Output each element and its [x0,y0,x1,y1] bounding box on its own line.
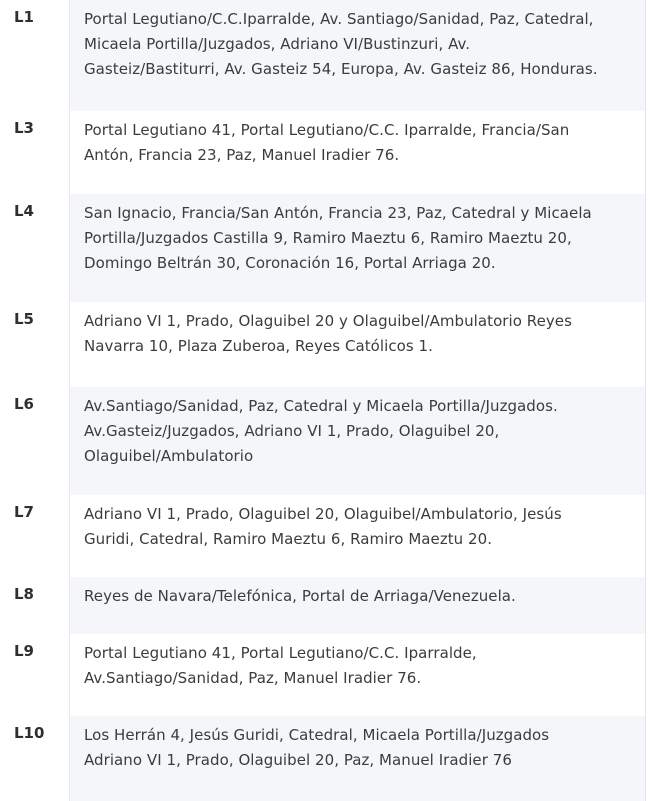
stops-text-line: Reyes de Navara/Telefónica, Portal de Arriaga/Venezuela. [84,587,516,605]
table-row [0,111,645,194]
stops-text-line: Portal Legutiano 41, Portal Legutiano/C.C. Iparralde, Francia/San [84,121,570,139]
table-row [0,0,645,111]
line-code: L7 [0,495,70,577]
line-code: L1 [0,0,70,111]
stops-text-line: Av.Santiago/Sanidad, Paz, Catedral y Micaela Portilla/Juzgados. [84,397,558,415]
line-stops [70,495,645,577]
stops-text-line: Gasteiz/Bastiturri, Av. Gasteiz 54, Europa, Av. Gasteiz 86, Honduras. [84,60,598,78]
stops-text-line: Antón, Francia 23, Paz, Manuel Iradier 76. [84,146,400,164]
stops-text-line: Portal Legutiano/C.C.Iparralde, Av. Santiago/Sanidad, Paz, Catedral, [84,10,594,28]
line-stops [70,387,645,495]
table-row [0,634,645,716]
line-code: L6 [0,387,70,495]
stops-text-line: Portilla/Juzgados Castilla 9, Ramiro Maeztu 6, Ramiro Maeztu 20, [84,229,572,247]
line-code: L4 [0,194,70,302]
line-code: L10 [0,716,70,801]
table-row [0,577,645,634]
stops-text-line: Navarra 10, Plaza Zuberoa, Reyes Católicos 1. [84,337,433,355]
line-stops [70,0,645,111]
stops-text-line: Guridi, Catedral, Ramiro Maeztu 6, Ramiro Maeztu 20. [84,530,493,548]
line-stops [70,111,645,194]
stops-text-line: Adriano VI 1, Prado, Olaguibel 20, Paz, Manuel Iradier 76 [84,751,512,769]
table-row [0,387,645,495]
line-stops [70,302,645,387]
table-row [0,716,645,801]
stops-text-line: Micaela Portilla/Juzgados, Adriano VI/Bustinzuri, Av. [84,35,471,53]
line-stops [70,194,645,302]
line-code: L9 [0,634,70,716]
line-code: L5 [0,302,70,387]
line-code: L3 [0,111,70,194]
line-stops [70,634,645,716]
stops-text-line: Av.Gasteiz/Juzgados, Adriano VI 1, Prado, Olaguibel 20, [84,422,500,440]
line-stops [70,577,645,634]
table-row [0,302,645,387]
table-row [0,194,645,302]
stops-text-line: Los Herrán 4, Jesús Guridi, Catedral, Micaela Portilla/Juzgados [84,726,550,744]
stops-text-line: Portal Legutiano 41, Portal Legutiano/C.C. Iparralde, [84,644,477,662]
line-code: L8 [0,577,70,634]
stops-text-line: Domingo Beltrán 30, Coronación 16, Portal Arriaga 20. [84,254,496,272]
stops-text-line: San Ignacio, Francia/San Antón, Francia 23, Paz, Catedral y Micaela [84,204,592,222]
stops-text-line: Adriano VI 1, Prado, Olaguibel 20 y Olaguibel/Ambulatorio Reyes [84,312,572,330]
stops-text-line: Adriano VI 1, Prado, Olaguibel 20, Olaguibel/Ambulatorio, Jesús [84,505,562,523]
stops-text-line: Olaguibel/Ambulatorio [84,447,254,465]
stops-text-line: Av.Santiago/Sanidad, Paz, Manuel Iradier 76. [84,669,422,687]
line-stops [70,716,645,801]
table-row [0,495,645,577]
